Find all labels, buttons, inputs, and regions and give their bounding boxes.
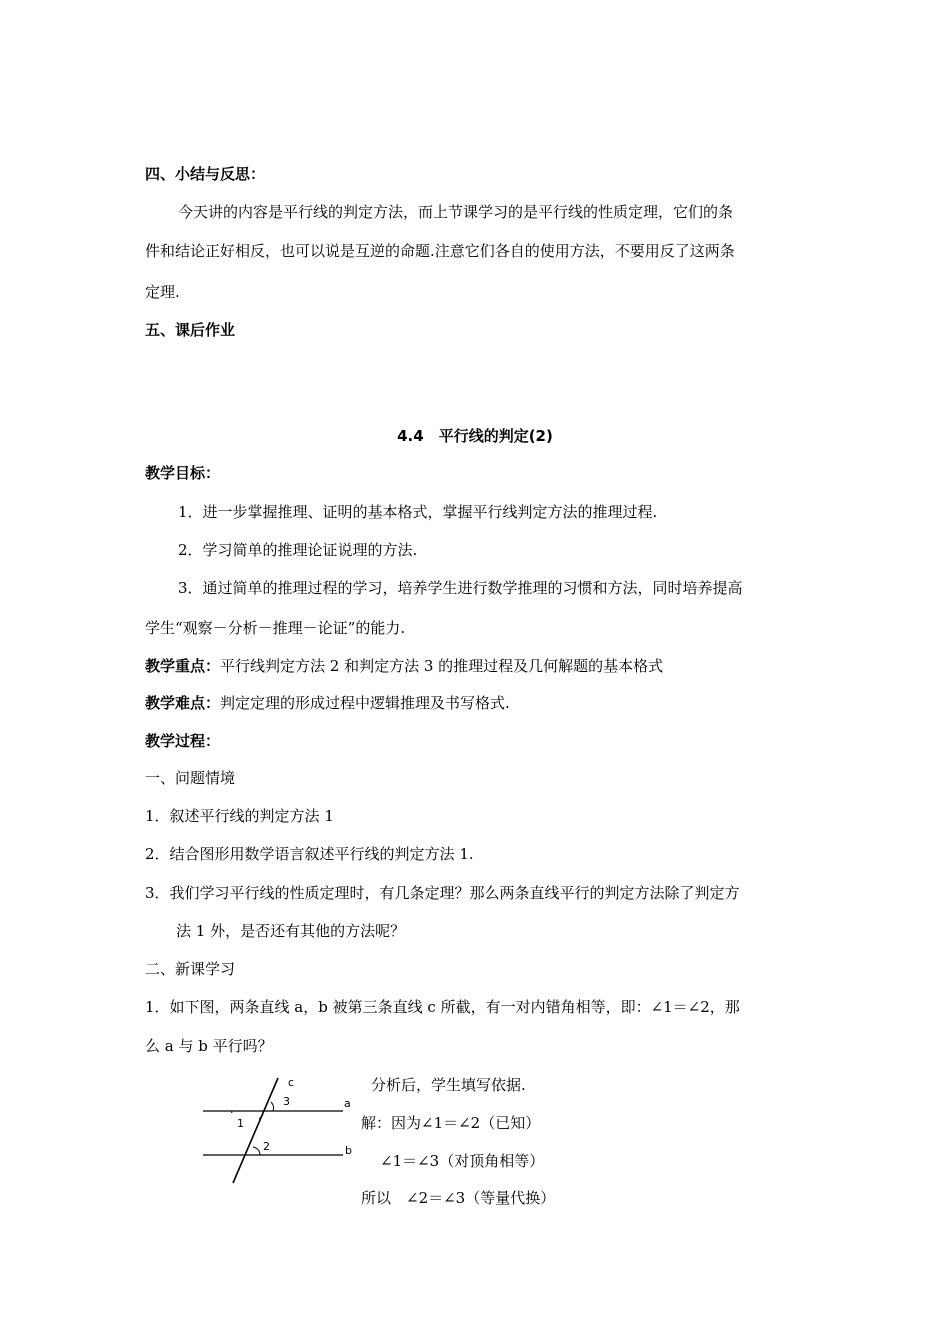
- question-3-line1: 3．我们学习平行线的性质定理时，有几条定理？那么两条直线平行的判定方法除了判定方: [145, 884, 740, 902]
- key-point-text: 平行线判定方法 2 和判定方法 3 的推理过程及几何解题的基本格式: [220, 657, 664, 675]
- angle-1-arc: [259, 1111, 263, 1119]
- label-dot: ·: [230, 1106, 234, 1119]
- section5-heading: 五、课后作业: [145, 321, 236, 339]
- key-point: [145, 656, 663, 676]
- label-a: a: [344, 1097, 351, 1110]
- goal-3-line2: 学生“观察－分析－推理－论证”的能力.: [145, 619, 406, 637]
- part2-heading: 二、新课学习: [145, 960, 236, 978]
- difficulty-label: 教学难点：: [145, 694, 221, 712]
- difficulty-point: [145, 693, 510, 713]
- summary-paragraph-line3: 定理.: [145, 283, 180, 301]
- label-c: c: [288, 1076, 295, 1089]
- section4-heading: 四、小结与反思：: [145, 165, 266, 183]
- proof-line1: 解：因为∠1＝∠2（已知）: [361, 1114, 541, 1132]
- lesson-title: 4.4 平行线的判定(2): [397, 427, 553, 445]
- proof-intro: 分析后，学生填写依据.: [371, 1076, 526, 1094]
- summary-paragraph-line1: 今天讲的内容是平行线的判定方法，而上节课学习的是平行线的性质定理，它们的条: [178, 203, 734, 221]
- goal-1: 1．进一步掌握推理、证明的基本格式，掌握平行线判定方法的推理过程.: [178, 503, 658, 521]
- label-1: 1: [237, 1117, 244, 1130]
- question-1: 1．叙述平行线的判定方法 1: [145, 807, 334, 825]
- key-point-label: 教学重点：: [145, 657, 221, 675]
- proof-line3: 所以 ∠2＝∠3（等量代换）: [361, 1189, 556, 1207]
- question-3-line2: 法 1 外，是否还有其他的方法呢？: [176, 922, 406, 940]
- new-lesson-1-line2: 么 a 与 b 平行吗？: [145, 1037, 273, 1055]
- goal-2: 2．学习简单的推理论证说理的方法.: [178, 541, 418, 559]
- label-3: 3: [283, 1095, 290, 1108]
- label-2: 2: [263, 1140, 270, 1153]
- question-2: 2．结合图形用数学语言叙述平行线的判定方法 1.: [145, 845, 474, 863]
- part1-heading: 一、问题情境: [145, 769, 236, 787]
- summary-paragraph-line2: 件和结论正好相反，也可以说是互逆的命题.注意它们各自的使用方法，不要用反了这两条: [145, 242, 735, 260]
- proof-line2: ∠1＝∠3（对顶角相等）: [380, 1152, 545, 1170]
- parallel-lines-figure: [195, 1070, 365, 1190]
- angle-2-arc: [253, 1147, 260, 1155]
- angle-3-arc: [271, 1102, 274, 1111]
- goal-3-line1: 3．通过简单的推理过程的学习，培养学生进行数学推理的习惯和方法，同时培养提高: [178, 579, 743, 597]
- label-b: b: [345, 1144, 352, 1157]
- process-heading: 教学过程：: [145, 732, 221, 750]
- difficulty-text: 判定定理的形成过程中逻辑推理及书写格式.: [220, 694, 510, 712]
- goals-heading: 教学目标：: [145, 464, 221, 482]
- line-c: [233, 1078, 278, 1183]
- new-lesson-1-line1: 1．如下图，两条直线 a，b 被第三条直线 c 所截，有一对内错角相等，即：∠1＝∠2，那: [145, 998, 740, 1016]
